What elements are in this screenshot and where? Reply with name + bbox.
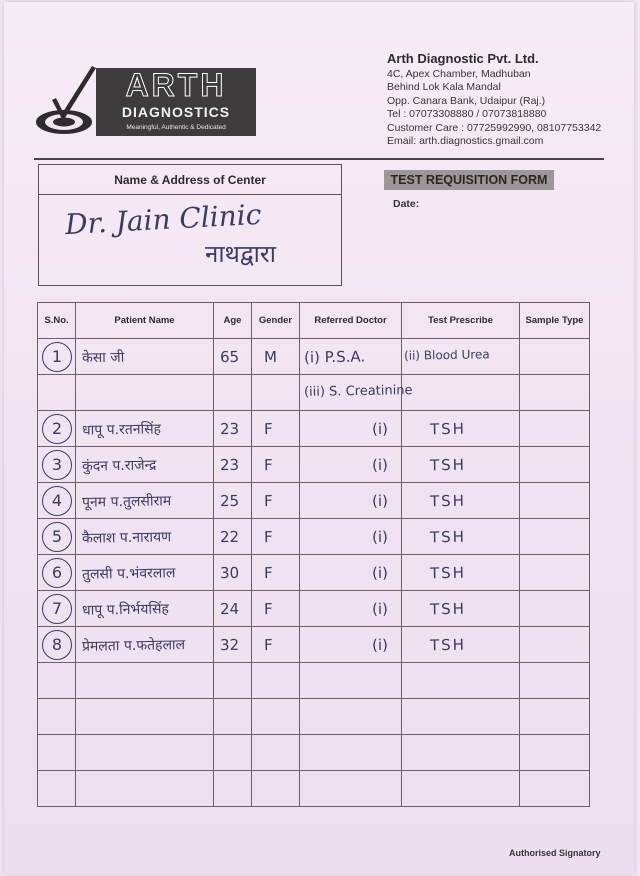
header-referred-doctor: Referred Doctor [300, 303, 402, 339]
gender-cell [252, 735, 300, 771]
center-place-handwritten: नाथद्वारा [205, 240, 276, 268]
referred-doctor-cell [300, 663, 402, 699]
test-prescribe-text: TSH [429, 563, 467, 583]
address-line: 4C, Apex Chamber, Madhuban [387, 67, 531, 80]
patient-name-text: धापू प.रतनसिंह [81, 421, 162, 439]
header-patient-name: Patient Name [76, 303, 214, 339]
table-row [38, 447, 590, 483]
sample-type-cell [520, 519, 590, 555]
gender-cell [252, 771, 300, 807]
referred-doctor-cell [300, 375, 413, 411]
serial-circle: 7 [42, 594, 72, 624]
sample-type-cell [520, 735, 590, 771]
sample-type-cell [520, 771, 590, 807]
address-line: Behind Lok Kala Mandal [387, 81, 501, 93]
row-serial-number [38, 339, 76, 375]
row-serial-number [38, 735, 76, 771]
age-text: 24 [219, 599, 240, 619]
center-title: Name & Address of Center [39, 165, 341, 195]
gender-text: F [263, 635, 273, 655]
referred-doctor-cell [300, 699, 402, 735]
table-row [38, 663, 590, 699]
patient-name-cell [76, 699, 214, 735]
test-prescribe-cell [402, 627, 520, 663]
referred-doctor-cell [300, 555, 402, 591]
gender-cell [252, 699, 300, 735]
test-prescribe-text: TSH [429, 599, 467, 619]
age-cell [214, 447, 252, 483]
age-text: 30 [219, 563, 240, 583]
serial-circle: 4 [42, 486, 72, 516]
gender-text: F [263, 527, 273, 547]
age-cell [214, 663, 252, 699]
header-sample-type: Sample Type [520, 303, 590, 339]
test-prescribe-text: TSH [429, 527, 467, 547]
referred-doctor-cell [300, 411, 402, 447]
age-cell [214, 627, 252, 663]
sample-type-cell [520, 627, 590, 663]
patient-name-cell [76, 663, 214, 699]
referred-doctor-cell [300, 519, 402, 555]
logo-box [96, 68, 256, 136]
gender-cell [252, 519, 300, 555]
referred-doctor-text: (i) [371, 491, 389, 511]
sample-type-cell [520, 411, 590, 447]
test-prescribe-cell [402, 483, 520, 519]
referred-doctor-cell [300, 627, 402, 663]
age-text: 65 [219, 347, 240, 367]
table-row [38, 771, 590, 807]
patient-name-cell [76, 591, 214, 627]
form-title: TEST REQUISITION FORM [384, 170, 554, 190]
test-prescribe-cell [402, 699, 520, 735]
row-serial-number [38, 591, 76, 627]
age-cell [214, 555, 252, 591]
company-logo [34, 64, 234, 138]
center-box [38, 164, 342, 286]
company-address [387, 52, 627, 149]
referred-doctor-text: (i) [371, 527, 389, 547]
patient-name-cell [76, 411, 214, 447]
gender-text: M [263, 347, 278, 367]
test-prescribe-cell [402, 447, 520, 483]
test-prescribe-cell [402, 411, 520, 447]
header-divider [34, 158, 604, 160]
target-check-icon [34, 64, 98, 138]
header-sno: S.No. [38, 303, 76, 339]
referred-doctor-text: (i) [371, 599, 389, 619]
test-prescribe-cell [402, 519, 520, 555]
gender-text: F [263, 599, 273, 619]
email-line: Email: arth.diagnostics.gmail.com [387, 135, 544, 147]
age-cell [214, 519, 252, 555]
referred-doctor-text: (i) [371, 635, 389, 655]
table-row [38, 591, 590, 627]
gender-cell [252, 339, 300, 375]
logo-tagline: Meaningful, Authentic & Dedicated [126, 124, 226, 131]
sample-type-cell [520, 663, 590, 699]
gender-cell [252, 663, 300, 699]
serial-circle: 3 [42, 450, 72, 480]
test-prescribe-cell [402, 555, 520, 591]
patient-name-cell [76, 483, 214, 519]
referred-doctor-text: (i) [371, 419, 389, 439]
referred-doctor-cell [300, 447, 402, 483]
serial-circle: 6 [42, 558, 72, 588]
test-prescribe-cell [402, 591, 520, 627]
test-prescribe-cell [402, 735, 520, 771]
patient-name-cell [76, 627, 214, 663]
patient-name-text: कैलाश प.नारायण [81, 529, 172, 547]
test-prescribe-cell [402, 375, 520, 411]
patient-name-cell [76, 555, 214, 591]
customer-care-line: Customer Care : 07725992990, 08107753342 [387, 121, 602, 134]
table-row [38, 699, 590, 735]
table-row [38, 735, 590, 771]
patient-name-cell [76, 375, 214, 411]
referred-doctor-cell [300, 483, 402, 519]
company-name: Arth Diagnostic Pvt. Ltd. [387, 51, 539, 66]
gender-cell [252, 411, 300, 447]
age-text: 32 [219, 635, 240, 655]
test-prescribe-cell [402, 339, 520, 375]
center-name-handwritten: Dr. Jain Clinic [64, 197, 263, 242]
date-label: Date: [393, 198, 420, 210]
row-serial-number [38, 699, 76, 735]
gender-cell [252, 555, 300, 591]
sample-type-cell [520, 483, 590, 519]
patient-name-text: धापू प.निर्भयसिंह [81, 601, 170, 619]
table-row [38, 555, 590, 591]
table-row [38, 339, 590, 375]
gender-text: F [263, 563, 273, 583]
referred-doctor-text: (iii) S. Creatinine [303, 383, 413, 400]
age-cell [214, 699, 252, 735]
row-serial-number [38, 483, 76, 519]
serial-circle: 5 [42, 522, 72, 552]
patient-name-text: पूनम प.तुलसीराम [81, 493, 172, 511]
row-serial-number [38, 663, 76, 699]
phone-line: Tel : 07073308880 / 07073818880 [387, 108, 547, 120]
test-prescribe-text: (ii) Blood Urea [403, 347, 490, 363]
table-row [38, 483, 590, 519]
serial-circle: 2 [42, 414, 72, 444]
logo-name: ARTH [125, 67, 227, 103]
serial-circle: 8 [42, 630, 72, 660]
header-age: Age [214, 303, 252, 339]
gender-cell [252, 447, 300, 483]
table-row [38, 411, 590, 447]
patient-table [37, 302, 590, 807]
referred-doctor-cell [300, 339, 402, 375]
age-cell [214, 411, 252, 447]
table-row [38, 375, 590, 411]
gender-text: F [263, 419, 273, 439]
gender-text: F [263, 491, 273, 511]
patient-name-cell [76, 339, 214, 375]
gender-text: F [263, 455, 273, 475]
row-serial-number [38, 519, 76, 555]
sample-type-cell [520, 375, 590, 411]
sample-type-cell [520, 591, 590, 627]
row-serial-number [38, 375, 76, 411]
header-test-prescribe: Test Prescribe [402, 303, 520, 339]
gender-cell [252, 591, 300, 627]
sample-type-cell [520, 447, 590, 483]
test-prescribe-cell [402, 663, 520, 699]
age-cell [214, 339, 252, 375]
gender-cell [252, 483, 300, 519]
referred-doctor-text: (i) P.S.A. [303, 347, 366, 367]
logo-subname: DIAGNOSTICS [121, 104, 231, 120]
test-prescribe-cell [402, 771, 520, 807]
test-prescribe-text: TSH [429, 419, 467, 439]
age-cell [214, 375, 252, 411]
patient-name-cell [76, 735, 214, 771]
referred-doctor-cell [300, 771, 402, 807]
patient-name-cell [76, 447, 214, 483]
referred-doctor-cell [300, 735, 402, 771]
patient-name-text: केसा जी [81, 349, 125, 367]
authorised-signatory: Authorised Signatory [509, 848, 601, 858]
table-row [38, 519, 590, 555]
age-text: 23 [219, 419, 240, 439]
age-cell [214, 591, 252, 627]
test-prescribe-text: TSH [429, 455, 467, 475]
age-text: 23 [219, 455, 240, 475]
patient-name-cell [76, 519, 214, 555]
gender-cell [252, 627, 300, 663]
row-serial-number [38, 555, 76, 591]
center-handwriting [59, 197, 339, 281]
table-header-row [38, 303, 590, 339]
row-serial-number [38, 411, 76, 447]
sample-type-cell [520, 555, 590, 591]
row-serial-number [38, 447, 76, 483]
table-row [38, 627, 590, 663]
test-prescribe-text: TSH [429, 635, 467, 655]
requisition-sheet [4, 2, 634, 874]
test-prescribe-text: TSH [429, 491, 467, 511]
age-text: 22 [219, 527, 240, 547]
row-serial-number [38, 771, 76, 807]
referred-doctor-cell [300, 591, 402, 627]
sample-type-cell [520, 339, 590, 375]
age-cell [214, 483, 252, 519]
age-text: 25 [219, 491, 240, 511]
sample-type-cell [520, 699, 590, 735]
serial-circle: 1 [42, 342, 72, 372]
gender-cell [252, 375, 300, 411]
header-gender: Gender [252, 303, 300, 339]
patient-name-cell [76, 771, 214, 807]
age-cell [214, 735, 252, 771]
patient-name-text: प्रेमलता प.फतेहलाल [81, 637, 186, 655]
address-line: Opp. Canara Bank, Udaipur (Raj.) [387, 94, 546, 107]
row-serial-number [38, 627, 76, 663]
patient-name-text: कुंदन प.राजेन्द्र [81, 457, 157, 475]
patient-name-text: तुलसी प.भंवरलाल [81, 565, 176, 583]
referred-doctor-text: (i) [371, 455, 389, 475]
referred-doctor-text: (i) [371, 563, 389, 583]
age-cell [214, 771, 252, 807]
